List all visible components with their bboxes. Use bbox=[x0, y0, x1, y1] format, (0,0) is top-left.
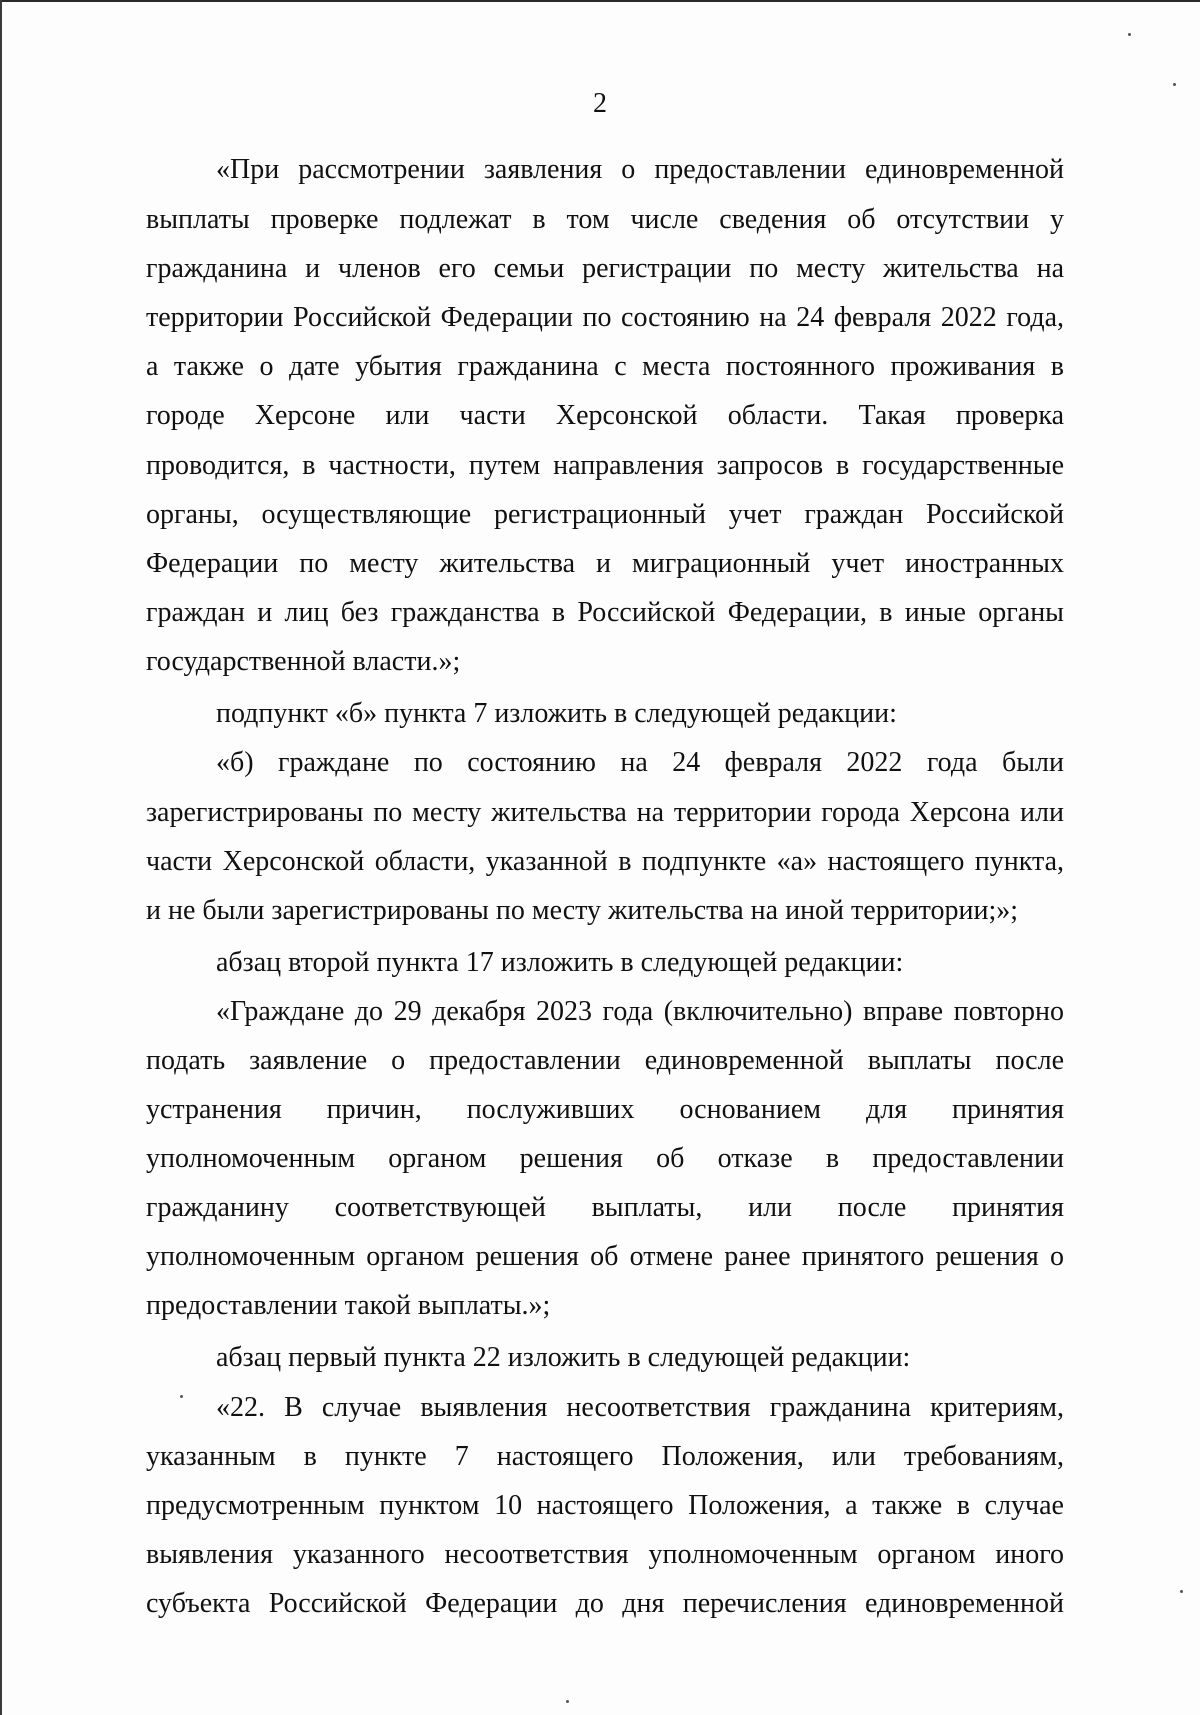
text-line: части Херсонской области, указанной в подпункте «а» настоящего пункта, bbox=[146, 846, 1064, 877]
text-line: Федерации по месту жительства и миграционный учет иностранных bbox=[146, 548, 1064, 579]
text-line: уполномоченным органом решения об отмене ранее принятого решения о bbox=[146, 1241, 1064, 1272]
text-line: территории Российской Федерации по состоянию на 24 февраля 2022 года, bbox=[146, 302, 1064, 333]
scan-speck bbox=[180, 1395, 183, 1398]
scan-left-edge bbox=[0, 0, 2, 1715]
scan-speck bbox=[1128, 33, 1131, 36]
text-line: устранения причин, послуживших основанием для принятия bbox=[146, 1094, 1064, 1125]
text-line: «б) граждане по состоянию на 24 февраля 2022 года были bbox=[216, 747, 1064, 778]
scan-speck bbox=[1173, 83, 1176, 86]
text-line: и не были зарегистрированы по месту жительства на иной территории;»; bbox=[146, 895, 1019, 926]
text-line: органы, осуществляющие регистрационный учет граждан Российской bbox=[146, 499, 1064, 530]
scan-top-edge bbox=[0, 0, 1200, 2]
text-line: предоставлении такой выплаты.»; bbox=[146, 1290, 551, 1321]
scan-speck bbox=[1180, 1590, 1183, 1593]
text-line: проводится, в частности, путем направления запросов в государственные bbox=[146, 450, 1064, 481]
text-line: выплаты проверке подлежат в том числе сведения об отсутствии у bbox=[146, 204, 1064, 235]
text-line: граждан и лиц без гражданства в Российской Федерации, в иные органы bbox=[146, 597, 1064, 628]
text-line: «Граждане до 29 декабря 2023 года (включительно) вправе повторно bbox=[216, 996, 1064, 1027]
scan-speck bbox=[566, 1700, 569, 1703]
text-line: абзац второй пункта 17 изложить в следующей редакции: bbox=[216, 947, 904, 978]
text-line: уполномоченным органом решения об отказе в предоставлении bbox=[146, 1143, 1064, 1174]
text-line: гражданина и членов его семьи регистрации по месту жительства на bbox=[146, 253, 1064, 284]
text-line: подать заявление о предоставлении единовременной выплаты после bbox=[146, 1045, 1064, 1076]
text-line: выявления указанного несоответствия уполномоченным органом иного bbox=[146, 1539, 1064, 1570]
text-line: государственной власти.»; bbox=[146, 646, 461, 677]
text-line: субъекта Российской Федерации до дня перечисления единовременной bbox=[146, 1588, 1064, 1619]
text-line: а также о дате убытия гражданина с места постоянного проживания в bbox=[146, 351, 1064, 382]
text-line: абзац первый пункта 22 изложить в следующей редакции: bbox=[216, 1342, 911, 1373]
page-number: 2 bbox=[593, 88, 607, 119]
text-line: подпункт «б» пункта 7 изложить в следующей редакции: bbox=[216, 698, 897, 729]
text-line: предусмотренным пунктом 10 настоящего Положения, а также в случае bbox=[146, 1490, 1064, 1521]
text-line: городе Херсоне или части Херсонской области. Такая проверка bbox=[146, 400, 1064, 431]
text-line: «22. В случае выявления несоответствия гражданина критериям, bbox=[216, 1392, 1064, 1423]
text-line: «При рассмотрении заявления о предоставлении единовременной bbox=[216, 154, 1064, 185]
text-line: гражданину соответствующей выплаты, или после принятия bbox=[146, 1192, 1064, 1223]
text-line: указанным в пункте 7 настоящего Положения, или требованиям, bbox=[146, 1441, 1064, 1472]
text-line: зарегистрированы по месту жительства на территории города Херсона или bbox=[146, 797, 1064, 828]
